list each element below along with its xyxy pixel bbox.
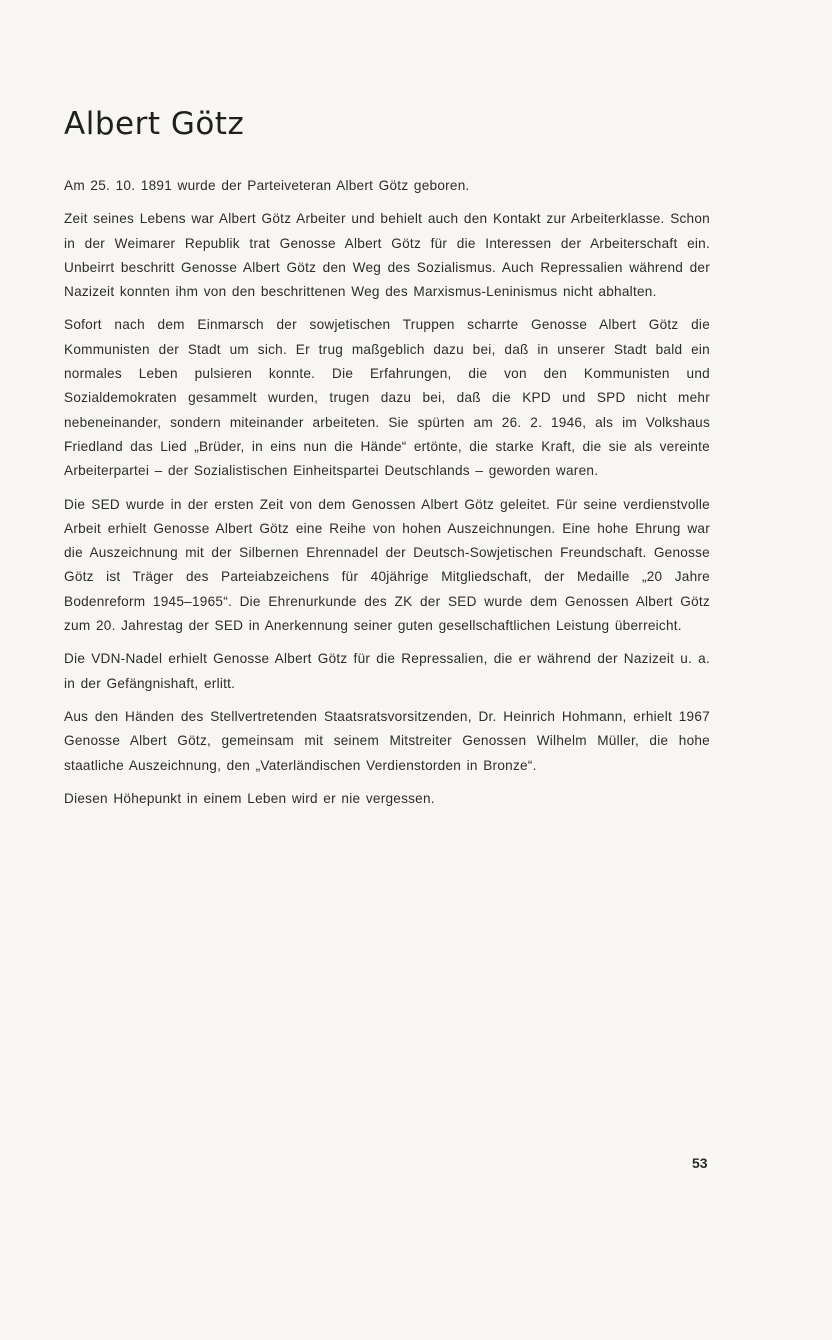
paragraph-vdn-pin: Die VDN-Nadel erhielt Genosse Albert Götz für die Repressalien, die er während der Nazizeit u. a. in der Gefängnishaft, erlitt. bbox=[64, 651, 710, 691]
paragraph-closing: Diesen Höhepunkt in einem Leben wird er nie vergessen. bbox=[64, 790, 435, 806]
page-title: Albert Götz bbox=[64, 106, 245, 142]
paragraph-awards: Die SED wurde in der ersten Zeit von dem Genossen Albert Götz geleitet. Für seine verdienstvolle Arbeit erhielt Genosse Albert Götz eine Reihe von hohen Auszeichnungen. Eine hohe Ehrung war die Auszeichnung mit der Silbernen Ehrennadel der Deutsch-Sowjetischen Freundschaft. Genosse Götz ist Träger des Parteiabzeichens für 40jährige Mitgliedschaft, der Medaille „20 Jahre Bodenreform 1945–1965“. Die Ehrenurkunde des ZK der SED wurde dem Genossen Albert Götz zum 20. Jahrestag der SED in Anerkennung seiner guten gesellschaftlichen Leistung überreicht. bbox=[64, 496, 710, 634]
paragraph-postwar: Sofort nach dem Einmarsch der sowjetischen Truppen scharrte Genosse Albert Götz die Kommunisten der Stadt um sich. Er trug maßgeblich dazu bei, daß in unserer Stadt bald ein normales Leben pulsieren konnte. Die Erfahrungen, die von den Kommunisten und Sozialdemokraten gesammelt wurden, trugen dazu bei, daß die KPD und SPD nicht mehr nebeneinander, sondern miteinander arbeiteten. Sie spürten am 26. 2. 1946, als im Volkshaus Friedland das Lied „Brüder, in eins nun die Hände“ ertönte, die starke Kraft, die sie als vereinte Arbeiterpartei – der Sozialistischen Einheitspartei Deutschlands – geworden waren. bbox=[64, 317, 710, 479]
page-number: 53 bbox=[692, 1155, 708, 1171]
paragraph-birth: Am 25. 10. 1891 wurde der Parteiveteran Albert Götz geboren. bbox=[64, 178, 470, 193]
paragraph-order: Aus den Händen des Stellvertretenden Staatsratsvorsitzenden, Dr. Heinrich Hohmann, erhielt 1967 Genosse Albert Götz, gemeinsam mit seinem Mitstreiter Genossen Wilhelm Müller, die hohe staatliche Auszeichnung, den „Vaterländischen Verdienstorden in Bronze“. bbox=[64, 708, 710, 773]
body-text bbox=[64, 174, 710, 820]
paragraph-working-life: Zeit seines Lebens war Albert Götz Arbeiter und behielt auch den Kontakt zur Arbeiterklasse. Schon in der Weimarer Republik trat Genosse Albert Götz für die Interessen der Arbeiterschaft ein. Unbeirrt beschritt Genosse Albert Götz den Weg des Sozialismus. Auch Repressalien während der Nazizeit konnten ihm von den beschrittenen Weg des Marxismus-Leninismus nicht abhalten. bbox=[64, 211, 710, 300]
